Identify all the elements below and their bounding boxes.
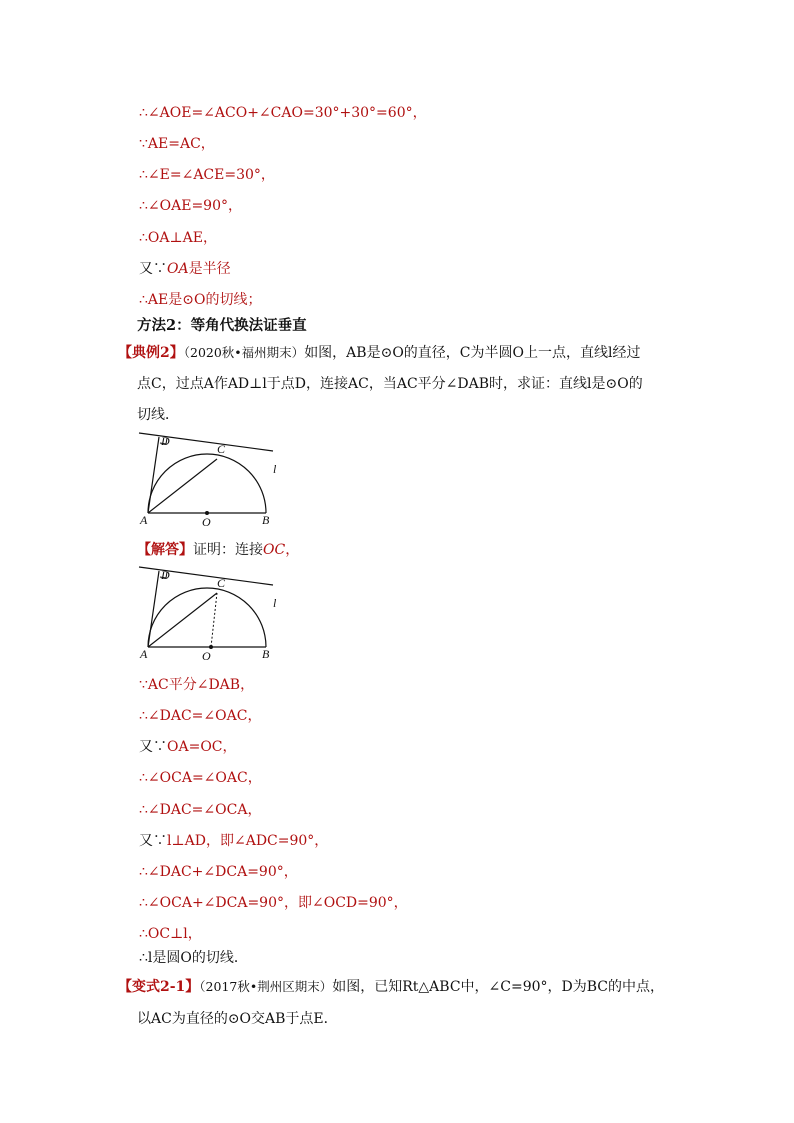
point-label: A [140,513,148,527]
example-source: （2020秋•福州期末） [183,345,305,360]
text-segment: 又∵ [139,739,167,755]
section-heading: 方法2：等角代换法证垂直 [137,317,307,334]
point-label: C [217,442,226,456]
geometry-figure [136,428,286,532]
proof-line: ∴∠DAC+∠DCA=90°， [139,864,298,880]
point-label: O [202,515,211,529]
proof-line: ∴∠AOE=∠ACO+∠CAO=30°+30°=60°， [139,105,427,121]
geometry-figure-with-oc [136,562,286,666]
proof-line: ∴∠E=∠ACE=30°， [139,167,275,183]
variant-line [118,977,664,997]
text-segment: 又∵ [139,833,167,849]
text-segment: OA=OC， [167,739,237,755]
line-label: l [273,462,277,476]
proof-line [139,259,231,279]
proof-line: ∵AE=AC， [139,136,215,152]
variant-text: 如图，已知Rt△ABC中，∠C=90°，D为BC的中点， [332,979,665,995]
proof-line: ∴∠DAC=∠OCA， [139,802,262,818]
answer-var: OC [263,542,286,558]
example-text: 如图，AB是⊙O的直径，C为半圆O上一点，直线l经过 [304,345,641,361]
answer-line [137,540,299,560]
point-label: A [140,647,148,661]
proof-line: ∴l是圆O的切线． [139,950,248,966]
proof-line: ∴∠OCA+∠DCA=90°，即∠OCD=90°， [139,895,408,911]
text-segment: OA [167,261,189,277]
variant-label: 【变式2-1】 [118,979,200,995]
point-label: B [262,513,270,527]
proof-line: ∴AE是⊙O的切线； [139,292,262,308]
proof-line: ∴∠OCA=∠OAC， [139,770,262,786]
point-label: D [161,568,170,582]
proof-line: ∴∠DAC=∠OAC， [139,708,262,724]
variant-source: （2017秋•荆州区期末） [199,979,333,994]
answer-text: 证明：连接 [193,542,263,558]
answer-end: ， [285,542,300,558]
point-label: C [217,576,226,590]
proof-line: ∴∠OAE=90°， [139,198,242,214]
text-segment: 又∵ [139,261,167,277]
point-label: B [262,647,270,661]
example-label: 【典例2】 [118,345,184,361]
answer-label: 【解答】 [137,542,193,558]
proof-line: ∴OA⊥AE， [139,230,217,246]
text-segment: 是半径 [188,261,231,277]
example-line [118,343,640,363]
example-line: 点C，过点A作AD⊥l于点D，连接AC，当AC平分∠DAB时，求证：直线l是⊙O的 [137,376,643,392]
point-label: O [202,649,211,663]
proof-line [139,831,328,851]
line-label: l [273,596,277,610]
point-label: D [161,434,170,448]
example-line: 切线． [137,407,179,423]
proof-line: ∵AC平分∠DAB， [139,677,255,693]
proof-line: ∴OC⊥l， [139,926,202,942]
text-segment: l⊥AD，即∠ADC=90°， [167,833,329,849]
proof-line [139,737,237,757]
variant-line: 以AC为直径的⊙O交AB于点E． [137,1011,338,1027]
